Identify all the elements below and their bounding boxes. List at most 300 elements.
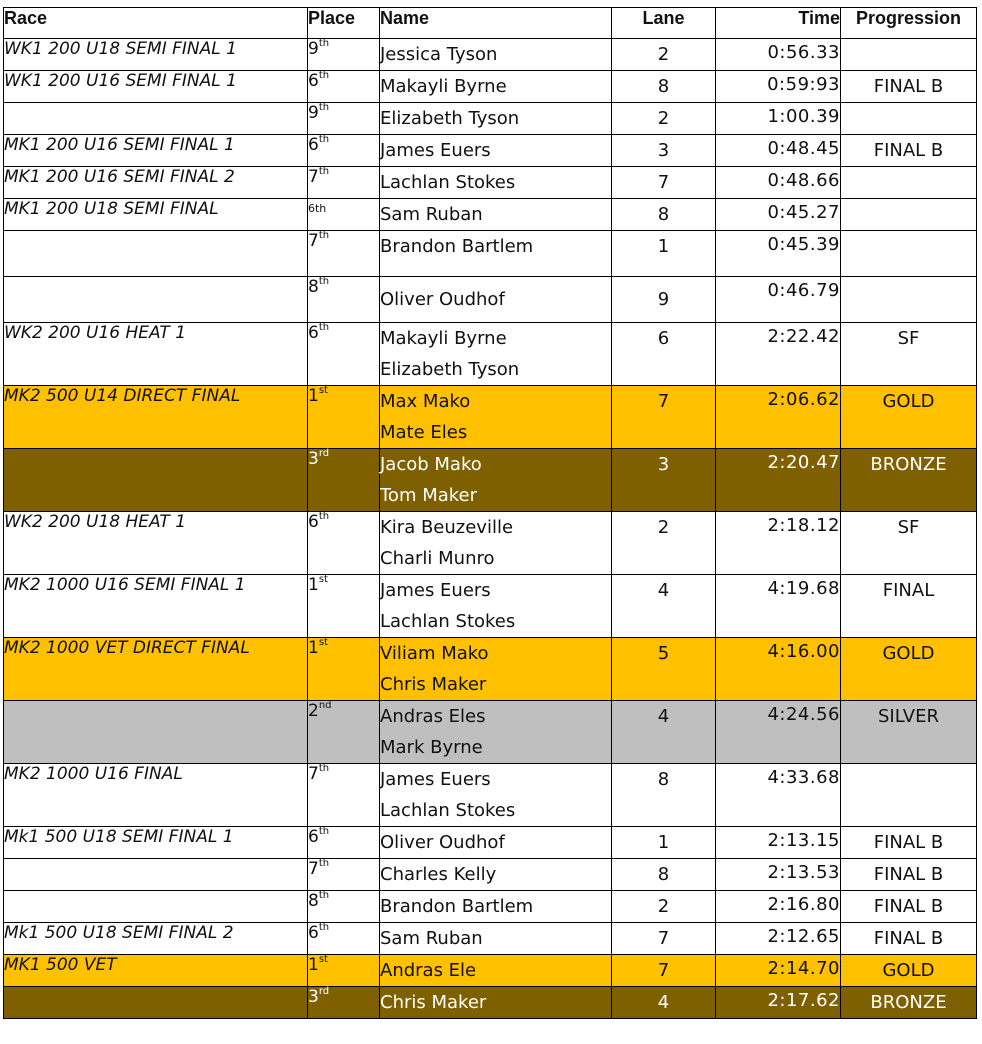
time-value: 2:20.47 [767,452,840,473]
place-suffix: th [318,166,330,177]
name-cell [380,449,612,512]
lane-cell [612,231,716,277]
time-value: 2:12.65 [767,926,840,947]
place-cell [308,701,380,764]
place-number: 8 [308,891,319,911]
athlete-name: Lachlan Stokes [380,611,516,632]
athlete-name: Andras Eles [380,706,486,727]
place-number: 3 [308,449,319,469]
place-suffix: th [318,858,330,869]
name-cell [380,923,612,955]
header-time: Time [716,8,841,39]
progression-cell [841,764,977,827]
athlete-name: James Euers [380,769,491,790]
place-suffix: th [318,70,330,81]
time-cell [716,135,841,167]
place-suffix: st [318,954,328,965]
lane-cell [612,638,716,701]
place-number: 6 [308,135,319,155]
athlete-name: Charles Kelly [380,864,497,885]
lane-cell [612,277,716,323]
progression-cell [841,323,977,386]
lane-value: 4 [657,992,670,1013]
athlete-name: Sam Ruban [380,928,483,949]
header-name: Name [380,8,612,39]
lane-cell [612,103,716,135]
lane-cell [612,575,716,638]
place-number: 1 [308,955,319,975]
race-cell: WK2 200 U16 HEAT 1 [4,323,308,386]
lane-value: 1 [657,236,670,257]
name-cell [380,955,612,987]
athlete-name: Jessica Tyson [380,44,498,65]
place-number: 7 [308,764,319,784]
name-cell [380,575,612,638]
lane-cell [612,987,716,1019]
race-cell [4,701,308,764]
progression-value: SILVER [878,706,939,727]
race-cell: WK1 200 U18 SEMI FINAL 1 [4,39,308,71]
lane-cell [612,199,716,231]
lane-cell [612,955,716,987]
time-cell [716,512,841,575]
time-value: 0:46.79 [767,280,840,301]
table-row [4,277,977,323]
time-cell [716,39,841,71]
name-cell [380,231,612,277]
table-row [4,199,977,231]
place-suffix: rd [318,448,330,459]
lane-value: 7 [657,960,670,981]
place-number: 9 [308,39,319,59]
lane-value: 7 [657,391,670,412]
time-value: 2:14.70 [767,958,840,979]
table-row [4,39,977,71]
athlete-name: Oliver Oudhof [380,289,505,310]
lane-value: 2 [657,896,670,917]
lane-cell [612,859,716,891]
time-value: 2:22.42 [767,326,840,347]
athlete-name: Mark Byrne [380,737,483,758]
progression-cell [841,135,977,167]
athlete-name: Viliam Mako [380,643,489,664]
progression-cell [841,891,977,923]
place-suffix: th [318,38,330,49]
time-value: 0:56.33 [767,42,840,63]
time-cell [716,638,841,701]
progression-value: GOLD [882,643,935,664]
progression-cell [841,231,977,277]
place-number: 6th [308,202,327,215]
progression-value: GOLD [882,391,935,412]
progression-value: FINAL [882,580,935,601]
table-row [4,167,977,199]
table-row [4,135,977,167]
athlete-name: Oliver Oudhof [380,832,505,853]
race-cell: Mk1 500 U18 SEMI FINAL 2 [4,923,308,955]
progression-cell [841,512,977,575]
progression-value [841,103,976,134]
athlete-name: Charli Munro [380,548,495,569]
place-cell [308,859,380,891]
athlete-name: Brandon Bartlem [380,896,534,917]
place-number: 6 [308,512,319,532]
athlete-name: Lachlan Stokes [380,172,516,193]
name-cell [380,827,612,859]
time-value: 4:19.68 [767,578,840,599]
lane-value: 4 [657,580,670,601]
progression-value [841,764,976,795]
lane-cell [612,323,716,386]
place-cell [308,827,380,859]
place-number: 6 [308,923,319,943]
athlete-name: Jacob Mako [380,454,482,475]
time-cell [716,575,841,638]
place-number: 1 [308,575,319,595]
time-cell [716,859,841,891]
time-value: 2:18.12 [767,515,840,536]
name-cell [380,323,612,386]
time-value: 4:16.00 [767,641,840,662]
place-number: 3 [308,987,319,1007]
place-cell [308,323,380,386]
table-row [4,955,977,987]
place-cell [308,638,380,701]
time-cell [716,167,841,199]
name-cell [380,764,612,827]
athlete-name: James Euers [380,140,491,161]
time-value: 4:24.56 [767,704,840,725]
lane-cell [612,764,716,827]
name-cell [380,987,612,1019]
header-race: Race [4,8,308,39]
table-row [4,764,977,827]
place-cell [308,386,380,449]
progression-cell [841,859,977,891]
place-cell [308,512,380,575]
race-cell: MK2 500 U14 DIRECT FINAL [4,386,308,449]
lane-cell [612,39,716,71]
time-cell [716,701,841,764]
header-lane: Lane [612,8,716,39]
place-cell [308,167,380,199]
time-cell [716,923,841,955]
lane-value: 8 [657,204,670,225]
lane-cell [612,167,716,199]
athlete-name: James Euers [380,580,491,601]
name-cell [380,638,612,701]
progression-value [841,39,976,70]
progression-value [841,199,976,230]
progression-value: FINAL B [873,864,944,885]
athlete-name: Andras Ele [380,960,477,981]
table-row [4,701,977,764]
race-cell: MK1 200 U18 SEMI FINAL [4,199,308,231]
header-place: Place [308,8,380,39]
place-suffix: th [318,230,330,241]
time-value: 2:06.62 [767,389,840,410]
place-cell [308,231,380,277]
place-suffix: nd [318,700,332,711]
place-suffix: th [318,826,330,837]
time-value: 0:59:93 [767,74,840,95]
header-progression: Progression [841,8,977,39]
time-value: 4:33.68 [767,767,840,788]
name-cell [380,199,612,231]
athlete-name: Sam Ruban [380,204,483,225]
header-row [4,8,977,39]
name-cell [380,39,612,71]
place-cell [308,764,380,827]
time-value: 2:16.80 [767,894,840,915]
race-cell [4,449,308,512]
lane-cell [612,449,716,512]
lane-value: 5 [657,643,670,664]
lane-value: 1 [657,832,670,853]
lane-value: 6 [657,328,670,349]
progression-value: FINAL B [873,832,944,853]
lane-value: 3 [657,454,670,475]
athlete-name: Elizabeth Tyson [380,359,520,380]
table-row [4,923,977,955]
place-suffix: st [318,637,328,648]
race-cell [4,277,308,323]
race-cell [4,103,308,135]
progression-cell [841,987,977,1019]
progression-cell [841,277,977,323]
progression-cell [841,827,977,859]
place-number: 7 [308,859,319,879]
name-cell [380,701,612,764]
time-cell [716,71,841,103]
race-cell [4,859,308,891]
name-cell [380,167,612,199]
progression-value [841,167,976,198]
results-table [3,7,977,1019]
place-number: 2 [308,701,319,721]
lane-cell [612,512,716,575]
time-cell [716,764,841,827]
table-row [4,323,977,386]
table-row [4,987,977,1019]
name-cell [380,135,612,167]
table-row [4,231,977,277]
lane-cell [612,701,716,764]
race-cell: MK2 1000 U16 SEMI FINAL 1 [4,575,308,638]
lane-cell [612,135,716,167]
lane-value: 7 [657,928,670,949]
progression-cell [841,955,977,987]
place-cell [308,575,380,638]
time-cell [716,386,841,449]
time-cell [716,231,841,277]
place-cell [308,199,380,231]
name-cell [380,103,612,135]
time-value: 0:48.45 [767,138,840,159]
progression-value: SF [897,328,920,349]
progression-value: FINAL B [873,140,944,161]
race-cell: MK1 200 U16 SEMI FINAL 1 [4,135,308,167]
place-suffix: st [318,385,328,396]
table-row [4,449,977,512]
race-cell [4,987,308,1019]
time-cell [716,323,841,386]
place-cell [308,135,380,167]
time-cell [716,987,841,1019]
time-value: 2:13.15 [767,830,840,851]
time-value: 2:13.53 [767,862,840,883]
race-cell: MK1 500 VET [4,955,308,987]
place-suffix: th [318,134,330,145]
place-cell [308,987,380,1019]
time-cell [716,891,841,923]
progression-cell [841,449,977,512]
place-number: 6 [308,323,319,343]
lane-value: 2 [657,108,670,129]
table-row [4,859,977,891]
athlete-name: Mate Eles [380,422,468,443]
place-number: 7 [308,167,319,187]
progression-value: FINAL B [873,928,944,949]
place-suffix: st [318,574,328,585]
progression-cell [841,923,977,955]
race-cell [4,891,308,923]
race-cell [4,231,308,277]
lane-value: 2 [657,517,670,538]
time-cell [716,955,841,987]
progression-cell [841,167,977,199]
lane-value: 7 [657,172,670,193]
place-suffix: th [318,763,330,774]
athlete-name: Chris Maker [380,992,487,1013]
athlete-name: Makayli Byrne [380,328,507,349]
athlete-name: Max Mako [380,391,471,412]
race-cell: WK2 200 U18 HEAT 1 [4,512,308,575]
lane-value: 4 [657,706,670,727]
time-value: 2:17.62 [767,990,840,1011]
table-row [4,638,977,701]
lane-value: 2 [657,44,670,65]
place-suffix: th [318,511,330,522]
lane-value: 3 [657,140,670,161]
progression-cell [841,71,977,103]
athlete-name: Chris Maker [380,674,487,695]
table-header [4,8,977,39]
place-cell [308,71,380,103]
place-number: 7 [308,231,319,251]
table-row [4,386,977,449]
table-row [4,71,977,103]
lane-value: 9 [657,289,670,310]
place-cell [308,277,380,323]
lane-cell [612,891,716,923]
progression-cell [841,39,977,71]
place-suffix: th [318,322,330,333]
lane-cell [612,827,716,859]
place-suffix: th [318,922,330,933]
place-cell [308,955,380,987]
time-cell [716,277,841,323]
progression-value: BRONZE [870,454,947,475]
name-cell [380,891,612,923]
progression-cell [841,103,977,135]
progression-cell [841,199,977,231]
progression-cell [841,575,977,638]
athlete-name: Lachlan Stokes [380,800,516,821]
lane-cell [612,386,716,449]
place-cell [308,103,380,135]
race-cell: MK2 1000 VET DIRECT FINAL [4,638,308,701]
lane-value: 8 [657,769,670,790]
lane-value: 8 [657,864,670,885]
progression-value: GOLD [882,960,935,981]
place-cell [308,39,380,71]
name-cell [380,859,612,891]
place-cell [308,923,380,955]
athlete-name: Kira Beuzeville [380,517,514,538]
place-number: 1 [308,386,319,406]
name-cell [380,277,612,323]
progression-cell [841,701,977,764]
table-row [4,827,977,859]
time-value: 0:45.27 [767,202,840,223]
table-row [4,512,977,575]
race-cell: Mk1 500 U18 SEMI FINAL 1 [4,827,308,859]
time-cell [716,103,841,135]
place-number: 6 [308,71,319,91]
place-cell [308,891,380,923]
place-suffix: th [318,102,330,113]
place-number: 6 [308,827,319,847]
progression-value [841,231,976,262]
lane-cell [612,923,716,955]
progression-cell [841,386,977,449]
athlete-name: Tom Maker [380,485,478,506]
time-cell [716,449,841,512]
table-body [4,39,977,1019]
table-row [4,103,977,135]
race-cell: WK1 200 U16 SEMI FINAL 1 [4,71,308,103]
progression-value: BRONZE [870,992,947,1013]
athlete-name: Elizabeth Tyson [380,108,520,129]
athlete-name: Brandon Bartlem [380,236,534,257]
lane-cell [612,71,716,103]
race-cell: MK1 200 U16 SEMI FINAL 2 [4,167,308,199]
table-row [4,575,977,638]
progression-value: FINAL B [873,76,944,97]
name-cell [380,512,612,575]
progression-value: FINAL B [873,896,944,917]
race-cell: MK2 1000 U16 FINAL [4,764,308,827]
time-cell [716,199,841,231]
place-number: 8 [308,277,319,297]
progression-value [841,277,976,308]
place-suffix: th [318,890,330,901]
place-number: 9 [308,103,319,123]
name-cell [380,386,612,449]
athlete-name: Makayli Byrne [380,76,507,97]
place-cell [308,449,380,512]
progression-cell [841,638,977,701]
lane-value: 8 [657,76,670,97]
time-value: 1:00.39 [767,106,840,127]
place-suffix: rd [318,986,330,997]
table-row [4,891,977,923]
name-cell [380,71,612,103]
place-number: 1 [308,638,319,658]
time-value: 0:48.66 [767,170,840,191]
progression-value: SF [897,517,920,538]
